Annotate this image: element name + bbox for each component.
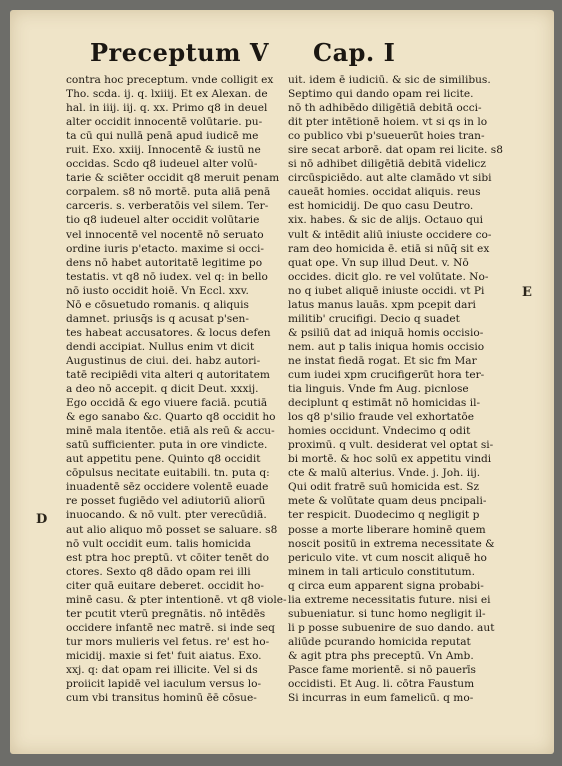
text-line: cte & malū alterius. Vnde. j. Joh. iij.	[288, 467, 481, 480]
text-line: proiicit lapidē vel iaculum versus lo-	[66, 678, 262, 691]
text-line: bi mortē. & hoc solū ex appetitu vindi	[288, 453, 492, 466]
text-line: alter occidit innocentē volūtarie. pu-	[66, 116, 263, 129]
text-line: ruit. Exo. xxiij. Innocentē & iustū ne	[66, 144, 261, 157]
text-line: nō vult occidit eum. talis homicida	[66, 537, 251, 550]
text-line: est homicidij. De quo casu Deutro.	[288, 200, 474, 213]
text-line: minem in tali articulo constitutum.	[288, 565, 475, 578]
text-line: dit pter intētionē hoiem. vt si qs in lo	[288, 116, 488, 129]
text-line: xix. habes. & sic de alijs. Octauo qui	[288, 214, 484, 227]
text-line: ne instat fiedā rogat. Et sic fm Mar	[288, 354, 477, 367]
margin-letter-d: D	[36, 512, 48, 527]
text-column-right	[288, 73, 518, 705]
text-line: Septimo qui dando opam rei licite.	[288, 88, 474, 101]
text-line: Si incurras in eum famelicū. q mo-	[288, 692, 474, 705]
text-line: quat ope. Vn sup illud Deut. v. Nō	[288, 256, 469, 269]
text-line: ta cū qui nullā penā apud iudicē me	[66, 130, 259, 143]
text-line: occidas. Scdo q8 iudeuel alter volū-	[66, 158, 258, 171]
text-line: ordine iuris p'etacto. maxime si occi-	[66, 242, 265, 255]
text-line: ram deo homicida ē. etiā si nūq̄ sit ex	[288, 242, 490, 255]
text-line: Nō e cōsuetudo romanis. q aliquis	[66, 298, 249, 311]
text-line: circūspiciēdo. aut alte clamādo vt sibi	[288, 172, 492, 185]
text-line: inuocando. & nō vult. pter verecūdiā.	[66, 509, 267, 522]
text-line: xxj. q: dat opam rei illicite. Vel si ds	[66, 663, 258, 676]
text-line: ctores. Sexto q8 dādo opam rei illi	[66, 565, 251, 578]
text-line: inuadentē sēz occidere volentē euade	[66, 481, 269, 494]
text-line: tia linguis. Vnde fm Aug. picnlose	[288, 383, 469, 396]
text-line: co publico vbi p'sueuerūt hoies tran-	[288, 130, 485, 143]
margin-letter-e: E	[522, 285, 532, 300]
text-line: dendi accipiat. Nullus enim vt dicit	[66, 340, 255, 353]
text-line: tio q8 iudeuel alter occidit volūtarie	[66, 214, 260, 227]
text-line: est ptra hoc preptū. vt cōiter tenēt do	[66, 551, 269, 564]
text-line: tur mors mulieris vel fetus. re' est ho-	[66, 635, 270, 648]
text-line: cum iudei xpm crucifigerūt hora ter-	[288, 368, 485, 381]
text-line: tatē recipiēdi vita alteri q autoritatem	[66, 368, 270, 381]
text-line: posse a morte liberare hominē quem	[288, 523, 486, 536]
text-line: lia extreme necessitatis future. nisi ei	[288, 593, 491, 606]
text-line: aut alio aliquo mō posset se saluare. s8	[66, 523, 278, 536]
running-title-right: Cap. I	[313, 38, 396, 67]
text-line: Pasce fame morientē. si nō pauerīs	[288, 663, 476, 676]
text-line: Tho. scda. ij. q. lxiiij. Et ex Alexan. de	[66, 88, 268, 101]
text-line: testatis. vt q8 nō iudex. vel q: in bello	[66, 270, 268, 283]
text-line: citer quā euitare deberet. occidit ho-	[66, 579, 264, 592]
text-line: & agit ptra phs preceptū. Vn Amb.	[288, 649, 474, 662]
text-line: subueniatur. si tunc homo negligit il-	[288, 607, 486, 620]
text-column-left	[66, 73, 288, 705]
text-line: aut appetitu pene. Quinto q8 occidit	[66, 453, 261, 466]
text-line: nem. aut p talis iniqua homis occisio	[288, 340, 485, 353]
text-line: li p posse subuenire de suo dando. aut	[288, 621, 495, 634]
running-title-left: Preceptum V	[90, 38, 270, 67]
text-line: militib' crucifigi. Decio q suadet	[288, 312, 460, 325]
text-line: Qui odit fratrē suū homicida est. Sz	[288, 481, 480, 494]
text-line: deciplunt q estimāt nō homicidas il-	[288, 397, 481, 410]
text-line: proximū. q vult. desiderat vel optat si-	[288, 439, 494, 452]
text-line: aliūde pcurando homicida reputat	[288, 635, 471, 648]
text-line: vel innocentē vel nocentē nō seruato	[66, 228, 264, 241]
text-line: q circa eum apparent signa probabi-	[288, 579, 484, 592]
text-line: cōpulsus necitate euitabili. tn. puta q:	[66, 467, 270, 480]
text-line: periculo vite. vt cum noscit aliquē ho	[288, 551, 487, 564]
text-line: si nō adhibet diligētiā debitā videlicz	[288, 158, 486, 171]
text-line: noscit positū in extrema necessitate &	[288, 537, 495, 550]
text-line: caueāt homies. occidat aliquis. reus	[288, 186, 481, 199]
text-line: los q8 p'silio fraude vel exhortatōe	[288, 411, 475, 424]
text-line: mete & volūtate quam deus pncipali-	[288, 495, 487, 508]
text-line: ter pcutit vterū pregnātis. nō intēdēs	[66, 607, 266, 620]
text-line: nō th adhibēdo diligētiā debitā occi-	[288, 102, 482, 115]
text-line: tes habeat accusatores. & locus defen	[66, 326, 271, 339]
text-line: dens nō habet autoritatē legitime po	[66, 256, 263, 269]
text-line: minē casu. & pter intentionē. vt q8 viole-	[66, 593, 287, 606]
text-line: occides. dicit glo. re vel volūtate. No-	[288, 270, 489, 283]
text-line: damnet. priusq̄s is q acusat p'sen-	[66, 312, 249, 325]
text-line: latus manus lauās. xpm pcepit dari	[288, 298, 476, 311]
text-line: & ego sanabo &c. Quarto q8 occidit ho	[66, 411, 276, 424]
book-page	[10, 10, 554, 754]
text-line: occidere infantē nec matrē. si inde seq	[66, 621, 275, 634]
text-line: contra hoc preceptum. vnde colligit ex	[66, 74, 274, 86]
text-line: corpalem. s8 nō mortē. puta aliā penā	[66, 186, 271, 199]
text-line: minē mala itentōe. etiā als reū & accu-	[66, 425, 275, 438]
text-line: vult & intēdit aliū iniuste occidere co-	[288, 228, 492, 241]
text-line: Ego occidā & ego viuere faciā. pcutiā	[66, 397, 268, 410]
text-line: micidij. maxie si fet' fuit aiatus. Exo.	[66, 649, 262, 662]
text-line: sire secat arborē. dat opam rei licite. s8	[288, 144, 503, 157]
text-line: Augustinus de ciui. dei. habz autori-	[66, 354, 261, 367]
text-line: nō iusto occidit hoiē. Vn Eccl. xxv.	[66, 284, 249, 297]
text-line: satū sufficienter. puta in ore vindicte.	[66, 439, 268, 452]
text-line: a deo nō accepit. q dicit Deut. xxxij.	[66, 383, 259, 396]
text-line: hal. in iiij. iij. q. xx. Primo q8 in deuel	[66, 102, 268, 115]
text-line: no q iubet aliquē iniuste occidi. vt Pi	[288, 284, 485, 297]
text-line: & psiliū dat ad iniquā homis occisio-	[288, 326, 484, 339]
text-line: re posset fugiēdo vel adiutoriū aliorū	[66, 495, 266, 508]
text-line: tarie & sciēter occidit q8 meruit penam	[66, 172, 280, 185]
text-line: carceris. s. verberatōis vel silem. Ter-	[66, 200, 269, 213]
text-line: occidisti. Et Aug. li. cōtra Faustum	[288, 678, 475, 691]
text-line: ter respicit. Duodecimo q negligit p	[288, 509, 480, 522]
text-line: cum vbi transitus hominū ēē cōsue-	[66, 692, 257, 705]
text-line: homies occidunt. Vndecimo q odit	[288, 425, 471, 438]
text-line: uit. idem ē iudiciū. & sic de similibus.	[288, 74, 491, 86]
